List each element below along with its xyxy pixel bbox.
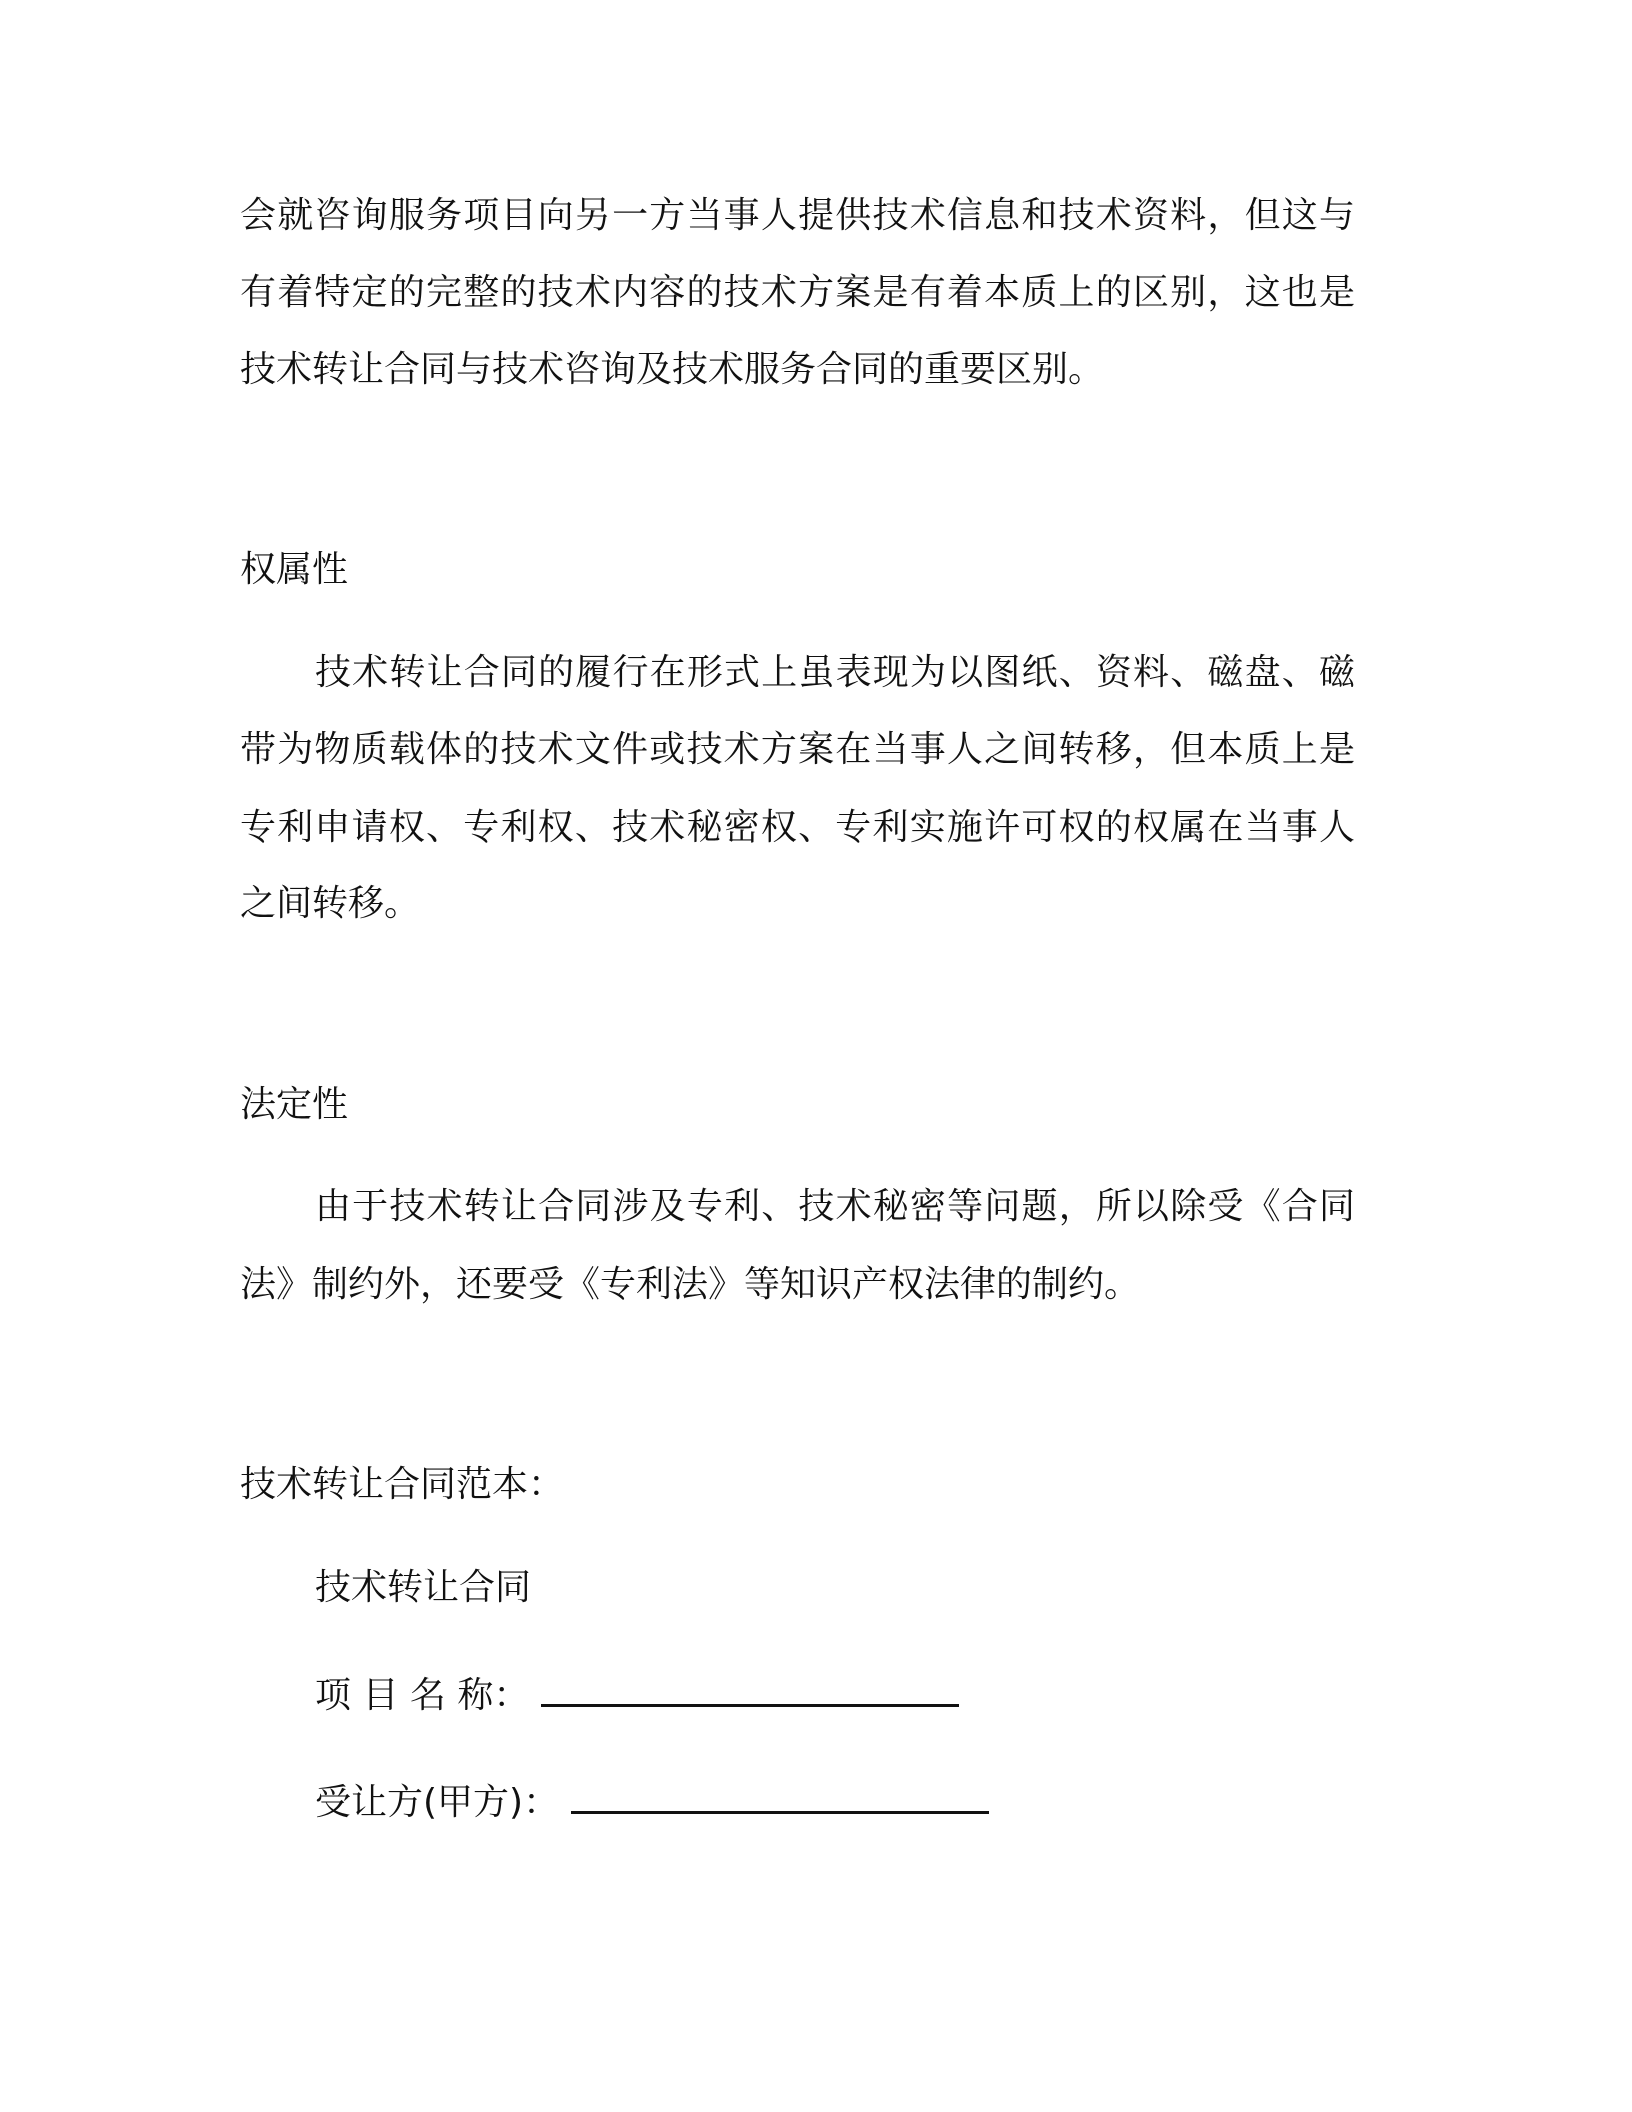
paragraph-line: 有着特定的完整的技术内容的技术方案是有着本质上的区别，这也是 — [240, 272, 1355, 313]
paragraph-line: 之间转移。 — [240, 883, 421, 924]
paragraph-line: 法》制约外，还要受《专利法》等知识产权法律的制约。 — [240, 1264, 1141, 1305]
paragraph-line: 专利申请权、专利权、技术秘密权、专利实施许可权的权属在当事人 — [240, 807, 1355, 848]
project-name-row — [315, 1674, 959, 1718]
paragraph-line: 带为物质载体的技术文件或技术方案在当事人之间转移，但本质上是 — [240, 729, 1355, 770]
paragraph-line: 会就咨询服务项目向另一方当事人提供技术信息和技术资料，但这与 — [240, 195, 1355, 236]
transferee-field[interactable] — [571, 1781, 989, 1814]
transferee-label: 受让方(甲方)： — [315, 1782, 560, 1823]
contract-title: 技术转让合同 — [315, 1567, 532, 1608]
project-name-label: 项 目 名 称： — [315, 1675, 530, 1716]
section-heading-legality: 法定性 — [240, 1084, 349, 1125]
transferee-row — [315, 1781, 989, 1825]
paragraph-line: 技术转让合同与技术咨询及技术服务合同的重要区别。 — [240, 349, 1105, 390]
project-name-field[interactable] — [541, 1674, 959, 1707]
template-heading: 技术转让合同范本： — [240, 1464, 565, 1505]
section-heading-ownership: 权属性 — [240, 549, 349, 590]
paragraph-line: 技术转让合同的履行在形式上虽表现为以图纸、资料、磁盘、磁 — [315, 652, 1355, 693]
paragraph-line: 由于技术转让合同涉及专利、技术秘密等问题，所以除受《合同 — [315, 1186, 1355, 1227]
